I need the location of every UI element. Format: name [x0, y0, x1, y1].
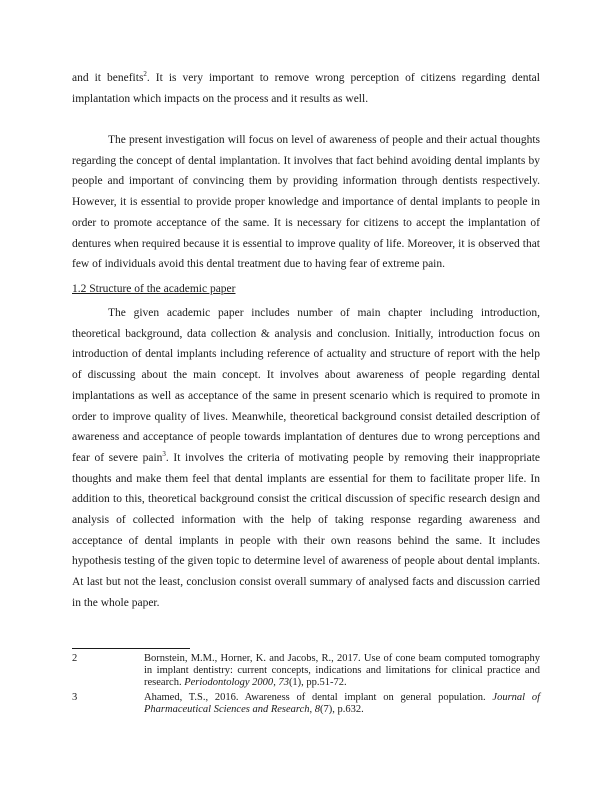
- footnote-reference[interactable]: 3: [162, 450, 166, 459]
- citation-text: Bornstein, M.M., Horner, K. and Jacobs, R., 2017. Use of cone beam computed tomography in implant dentistry: current concepts, indications and limitations for clinical practice and research.: [144, 653, 540, 689]
- citation-pages: (7), p.632.: [320, 704, 364, 716]
- footnote: [72, 653, 540, 690]
- paragraph-continuation: [72, 68, 540, 109]
- citation-volume: 73: [278, 677, 289, 689]
- citation-volume: 8: [314, 704, 321, 716]
- footnote-separator: [72, 648, 190, 649]
- paragraph-text: . It is very important to remove wrong perception of citizens regarding dental implantation which impacts on the process and it results as well.: [72, 72, 540, 105]
- citation-journal: Periodontology 2000: [184, 677, 274, 689]
- paragraph-text: The given academic paper includes number of main chapter including introduction, theoretical background, data collection & analysis and conclusion. Initially, introduction focus on introduction of dental implants including reference of actuality and structure of report with the help of discussing about the main concept. It involves about awareness of people regarding dental implantations as well as acceptance of the same in present scenario which is required to promote in order to improve quality of lives. Meanwhile, theoretical background consist detailed description of awareness and acceptance of people towards implantation of dentures due to wrong perceptions and fear of severe pain: [72, 307, 540, 464]
- footnote-number: 3: [72, 692, 78, 703]
- paragraph-text: . It involves the criteria of motivating people by removing their inappropriate thoughts and make them feel that dental implants are essential for them to facilitate proper life. In addition to this, theoretical background consist the critical discussion of specific research design and analysis of collected information with the help of taking response regarding awareness and acceptance of dental implants in people with their own reasons behind the same. It includes hypothesis testing of the given topic to determine level of awareness of people about dental implants. At last but not the least, conclusion consist overall summary of analysed facts and discussion carried in the whole paper.: [72, 451, 540, 609]
- footnote: [72, 692, 540, 716]
- footnote-number: 2: [72, 653, 78, 664]
- citation-pages: (1), pp.51-72.: [288, 677, 347, 689]
- footnote-citation: [144, 692, 540, 716]
- citation-journal: Journal of Pharmaceutical Sciences and Research: [144, 692, 540, 716]
- section-heading: 1.2 Structure of the academic paper: [72, 283, 236, 295]
- citation-text: Ahamed, T.S., 2016. Awareness of dental implant on general population.: [144, 692, 493, 703]
- footnote-citation: [144, 653, 540, 690]
- citation-separator: ,: [309, 704, 315, 716]
- paragraph-structure: [72, 303, 540, 614]
- citation-separator: ,: [273, 677, 279, 689]
- footnote-reference[interactable]: 2: [143, 70, 147, 79]
- paragraph-investigation: The present investigation will focus on level of awareness of people and their actual thoughts regarding the concept of dental implantation. It involves that fact behind avoiding dental implants by people and important of convincing them by providing information through dentists respectively. However, it is essential to provide proper knowledge and importance of dental implants to people in order to promote acceptance of the same. It is necessary for citizens to accept the implantation of dentures when required because it is essential to improve quality of life. Moreover, it is observed that few of individuals avoid this dental treatment due to having fear of extreme pain.: [72, 134, 540, 271]
- paragraph-text: and it benefits: [72, 72, 144, 84]
